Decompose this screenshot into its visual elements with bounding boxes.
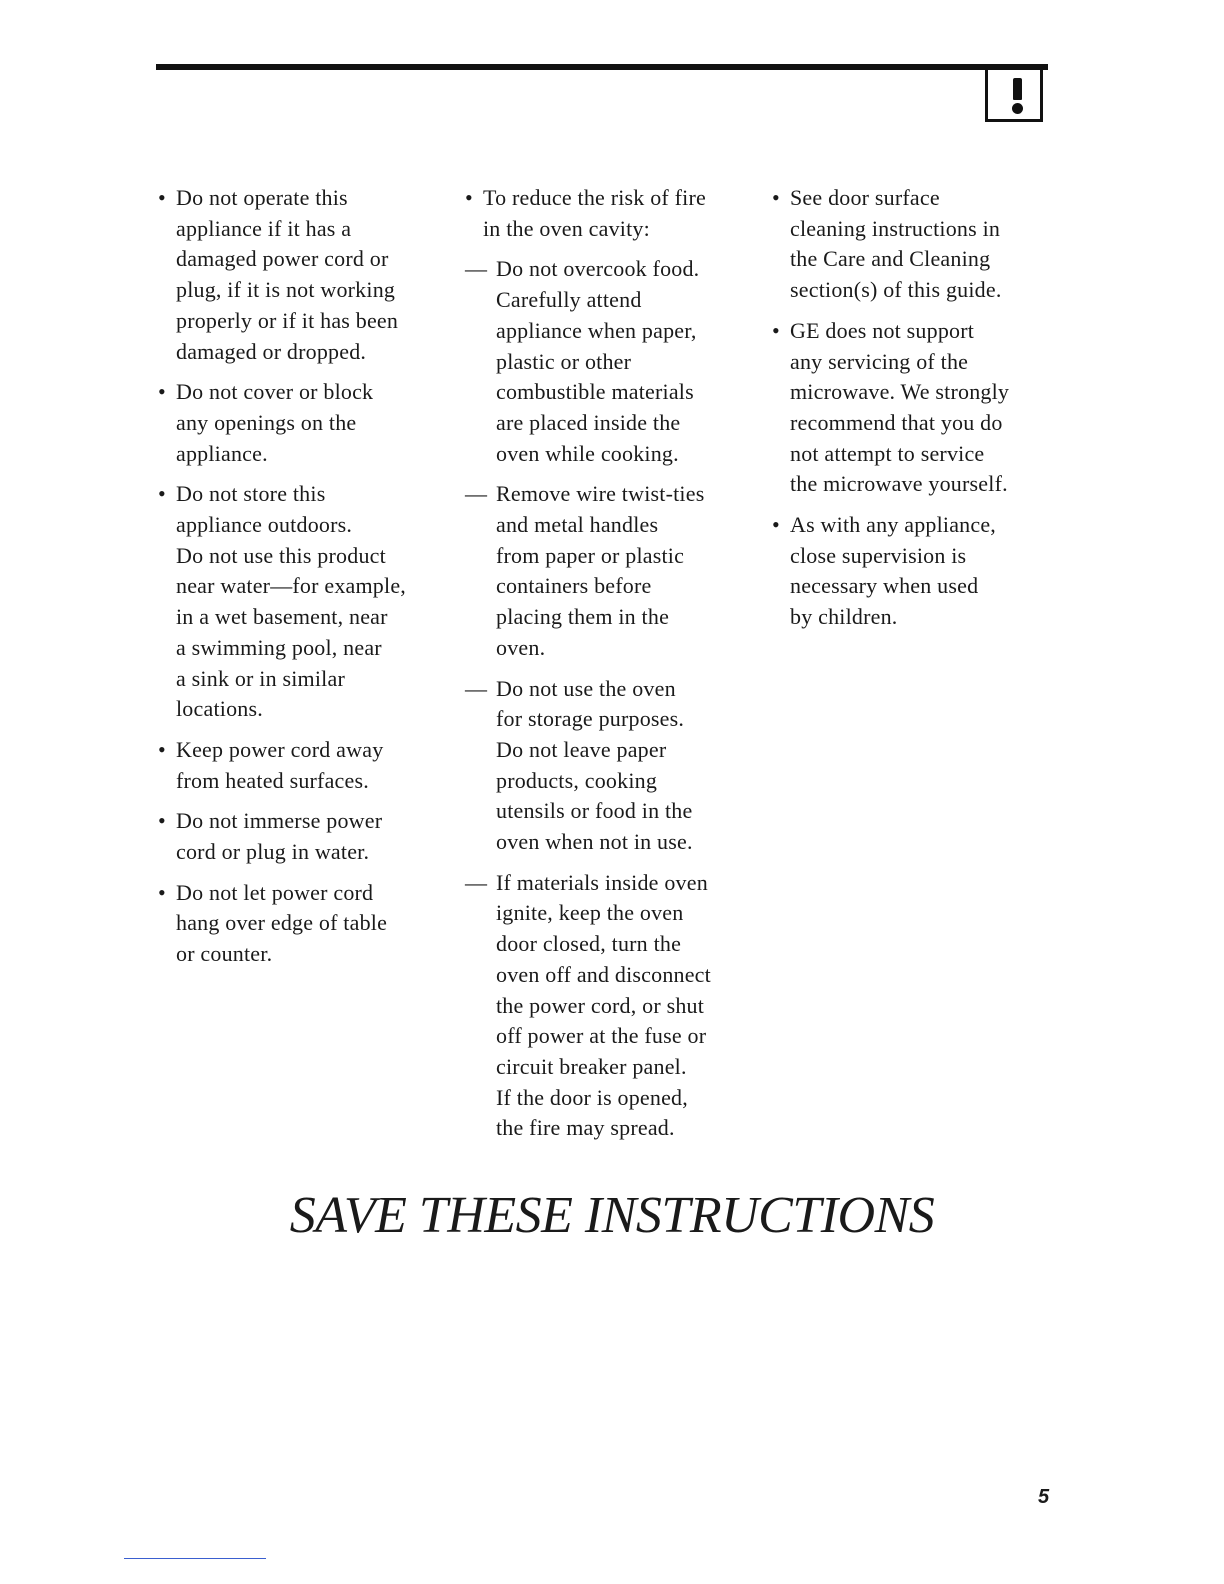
- text-line: appliance outdoors.: [176, 512, 353, 538]
- text-line: a sink or in similar: [176, 665, 345, 691]
- text-line: off power at the fuse or: [496, 1023, 707, 1049]
- text-line: door closed, turn the: [496, 931, 682, 957]
- text-line: oven.: [496, 634, 546, 660]
- text-line: by children.: [790, 604, 898, 630]
- text-line: properly or if it has been: [176, 307, 399, 333]
- text-line: the power cord, or shut: [496, 992, 705, 1018]
- text-line: • Do not store this: [176, 481, 326, 507]
- text-line: products, cooking: [496, 767, 658, 793]
- text-line: from heated surfaces.: [176, 767, 369, 793]
- bullet-item: [158, 183, 458, 367]
- text-line: circuit breaker panel.: [496, 1053, 687, 1079]
- text-line: microwave. We strongly: [790, 379, 1010, 405]
- text-line: — If materials inside oven: [496, 869, 708, 895]
- column-2: [465, 183, 755, 1154]
- text-line: or counter.: [176, 941, 273, 967]
- text-line: • Keep power cord away: [176, 736, 384, 762]
- text-line: are placed inside the: [496, 409, 681, 435]
- text-line: utensils or food in the: [496, 798, 693, 824]
- bullet-item: [158, 806, 458, 867]
- column-1: [158, 183, 458, 980]
- text-line: • Do not cover or block: [176, 379, 374, 405]
- text-line: • As with any appliance,: [790, 512, 997, 538]
- text-line: • Do not operate this: [176, 185, 348, 210]
- text-line: containers before: [496, 573, 652, 599]
- text-line: oven when not in use.: [496, 829, 693, 855]
- dash-item: [465, 868, 755, 1144]
- text-line: the fire may spread.: [496, 1115, 675, 1141]
- save-instructions-heading: SAVE THESE INSTRUCTIONS: [289, 1187, 935, 1244]
- text-line: close supervision is: [790, 542, 967, 568]
- text-line: recommend that you do: [790, 409, 1003, 435]
- text-line: plastic or other: [496, 348, 632, 374]
- text-line: — Do not use the oven: [496, 675, 676, 701]
- text-line: oven while cooking.: [496, 440, 679, 466]
- text-line: cord or plug in water.: [176, 839, 370, 865]
- text-line: oven off and disconnect: [496, 961, 711, 987]
- bullet-item: [158, 878, 458, 970]
- text-line: hang over edge of table: [176, 910, 388, 936]
- footer-link-underline: [124, 1558, 266, 1559]
- text-line: • Do not let power cord: [176, 879, 374, 905]
- text-line: locations.: [176, 696, 263, 722]
- bullet-item: [158, 479, 458, 725]
- text-line: — Do not overcook food.: [496, 256, 700, 282]
- text-line: necessary when used: [790, 573, 979, 599]
- text-line: Carefully attend: [496, 287, 642, 313]
- bullet-item: [772, 183, 1072, 306]
- text-line: near water—for example,: [176, 573, 406, 599]
- text-line: • Do not immerse power: [176, 808, 383, 834]
- text-line: Do not use this product: [176, 542, 386, 568]
- text-line: ignite, keep the oven: [496, 900, 684, 926]
- text-line: placing them in the: [496, 604, 670, 630]
- text-line: appliance.: [176, 440, 268, 466]
- text-line: — Remove wire twist-ties: [496, 481, 705, 507]
- page-number: 5: [1038, 1486, 1050, 1508]
- text-line: in the oven cavity:: [483, 215, 650, 241]
- text-line: the microwave yourself.: [790, 471, 1008, 497]
- text-line: • See door surface: [790, 185, 940, 210]
- text-line: appliance when paper,: [496, 317, 697, 343]
- text-line: • To reduce the risk of fire: [483, 185, 706, 210]
- dash-item: [465, 254, 755, 469]
- text-line: from paper or plastic: [496, 542, 685, 568]
- bullet-item: [772, 510, 1072, 633]
- dash-item: [465, 479, 755, 663]
- text-line: If the door is opened,: [496, 1084, 688, 1110]
- text-line: the Care and Cleaning: [790, 246, 991, 272]
- text-line: section(s) of this guide.: [790, 277, 1002, 303]
- bullet-item: [465, 183, 755, 244]
- column-3: [772, 183, 1072, 643]
- text-line: any openings on the: [176, 409, 357, 435]
- exclamation-icon: [985, 64, 1043, 122]
- text-line: and metal handles: [496, 512, 659, 538]
- text-line: in a wet basement, near: [176, 604, 388, 630]
- text-line: damaged power cord or: [176, 246, 389, 272]
- text-line: a swimming pool, near: [176, 634, 382, 660]
- text-line: combustible materials: [496, 379, 694, 405]
- top-rule: [156, 64, 1048, 70]
- text-line: cleaning instructions in: [790, 215, 1001, 241]
- text-line: Do not leave paper: [496, 736, 667, 762]
- dash-item: [465, 674, 755, 858]
- bullet-item: [772, 316, 1072, 500]
- text-line: appliance if it has a: [176, 215, 352, 241]
- bullet-item: [158, 377, 458, 469]
- text-line: plug, if it is not working: [176, 277, 396, 303]
- text-line: any servicing of the: [790, 348, 969, 374]
- text-line: damaged or dropped.: [176, 338, 367, 364]
- bullet-item: [158, 735, 458, 796]
- text-line: not attempt to service: [790, 440, 985, 466]
- text-line: • GE does not support: [790, 317, 975, 343]
- text-line: for storage purposes.: [496, 706, 685, 732]
